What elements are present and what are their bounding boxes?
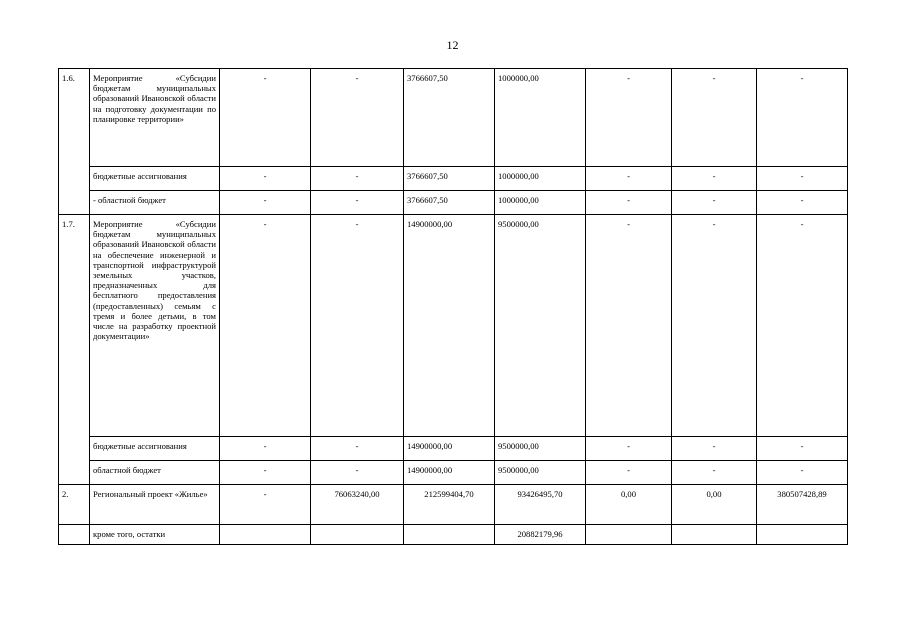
cell-value [404,525,495,545]
cell-value: 212599404,70 [404,485,495,525]
row-name: Мероприятие «Субсидии бюджетам муниципальных образований Ивановской области на обеспечение инженерной и транспортной инфраструктурой земельных участков, предназначенных для бесплатного предоставления (предоставленных) семьям с тремя и более детьми, в том числе на разработку проектной документации» [90,215,220,437]
cell-value: - [672,69,757,167]
table-row [59,437,848,461]
cell-value: - [672,437,757,461]
row-name: кроме того, остатки [90,525,220,545]
table-row [59,215,848,437]
cell-value: - [311,167,404,191]
cell-value: - [672,215,757,437]
cell-value: - [757,215,848,437]
cell-value: 93426495,70 [495,485,586,525]
cell-value: 14900000,00 [404,215,495,437]
row-name: - областной бюджет [90,191,220,215]
cell-value: 1000000,00 [495,191,586,215]
cell-value: 20882179,96 [495,525,586,545]
row-number [59,525,90,545]
cell-value: - [220,461,311,485]
cell-value: 14900000,00 [404,461,495,485]
cell-value: 14900000,00 [404,437,495,461]
table-row [59,69,848,167]
row-name: Мероприятие «Субсидии бюджетам муниципальных образований Ивановской области на подготовку документации по планировке территории» [90,69,220,167]
row-name: бюджетные ассигнования [90,437,220,461]
table-row [59,191,848,215]
cell-value [757,525,848,545]
cell-value: - [220,485,311,525]
cell-value [220,525,311,545]
row-number: 1.6. [59,69,90,215]
cell-value: 9500000,00 [495,461,586,485]
row-number: 2. [59,485,90,525]
cell-value: - [757,437,848,461]
cell-value: - [311,215,404,437]
cell-value: 0,00 [586,485,672,525]
cell-value: 380507428,89 [757,485,848,525]
cell-value: - [586,215,672,437]
row-name: областной бюджет [90,461,220,485]
cell-value: - [220,437,311,461]
budget-table [58,68,848,545]
cell-value: 3766607,50 [404,191,495,215]
cell-value: - [672,461,757,485]
row-name: бюджетные ассигнования [90,167,220,191]
cell-value: - [672,191,757,215]
cell-value: 3766607,50 [404,167,495,191]
cell-value: - [220,191,311,215]
cell-value: - [311,461,404,485]
cell-value: - [672,167,757,191]
cell-value: - [586,69,672,167]
table-row [59,167,848,191]
cell-value: - [586,167,672,191]
cell-value: - [311,69,404,167]
cell-value: - [757,167,848,191]
cell-value: 9500000,00 [495,215,586,437]
cell-value: - [586,191,672,215]
cell-value: 1000000,00 [495,167,586,191]
cell-value: - [311,191,404,215]
cell-value: - [220,167,311,191]
table-row [59,485,848,525]
cell-value: - [586,437,672,461]
row-number: 1.7. [59,215,90,485]
cell-value: - [586,461,672,485]
cell-value [586,525,672,545]
cell-value: - [220,69,311,167]
table-row [59,461,848,485]
cell-value: - [311,437,404,461]
cell-value: - [757,461,848,485]
cell-value: - [220,215,311,437]
cell-value: - [757,69,848,167]
cell-value: 1000000,00 [495,69,586,167]
cell-value: - [757,191,848,215]
cell-value: 9500000,00 [495,437,586,461]
row-name: Региональный проект «Жилье» [90,485,220,525]
cell-value [311,525,404,545]
cell-value: 3766607,50 [404,69,495,167]
table-row [59,525,848,545]
cell-value [672,525,757,545]
page-number: 12 [446,38,459,52]
cell-value: 76063240,00 [311,485,404,525]
cell-value: 0,00 [672,485,757,525]
